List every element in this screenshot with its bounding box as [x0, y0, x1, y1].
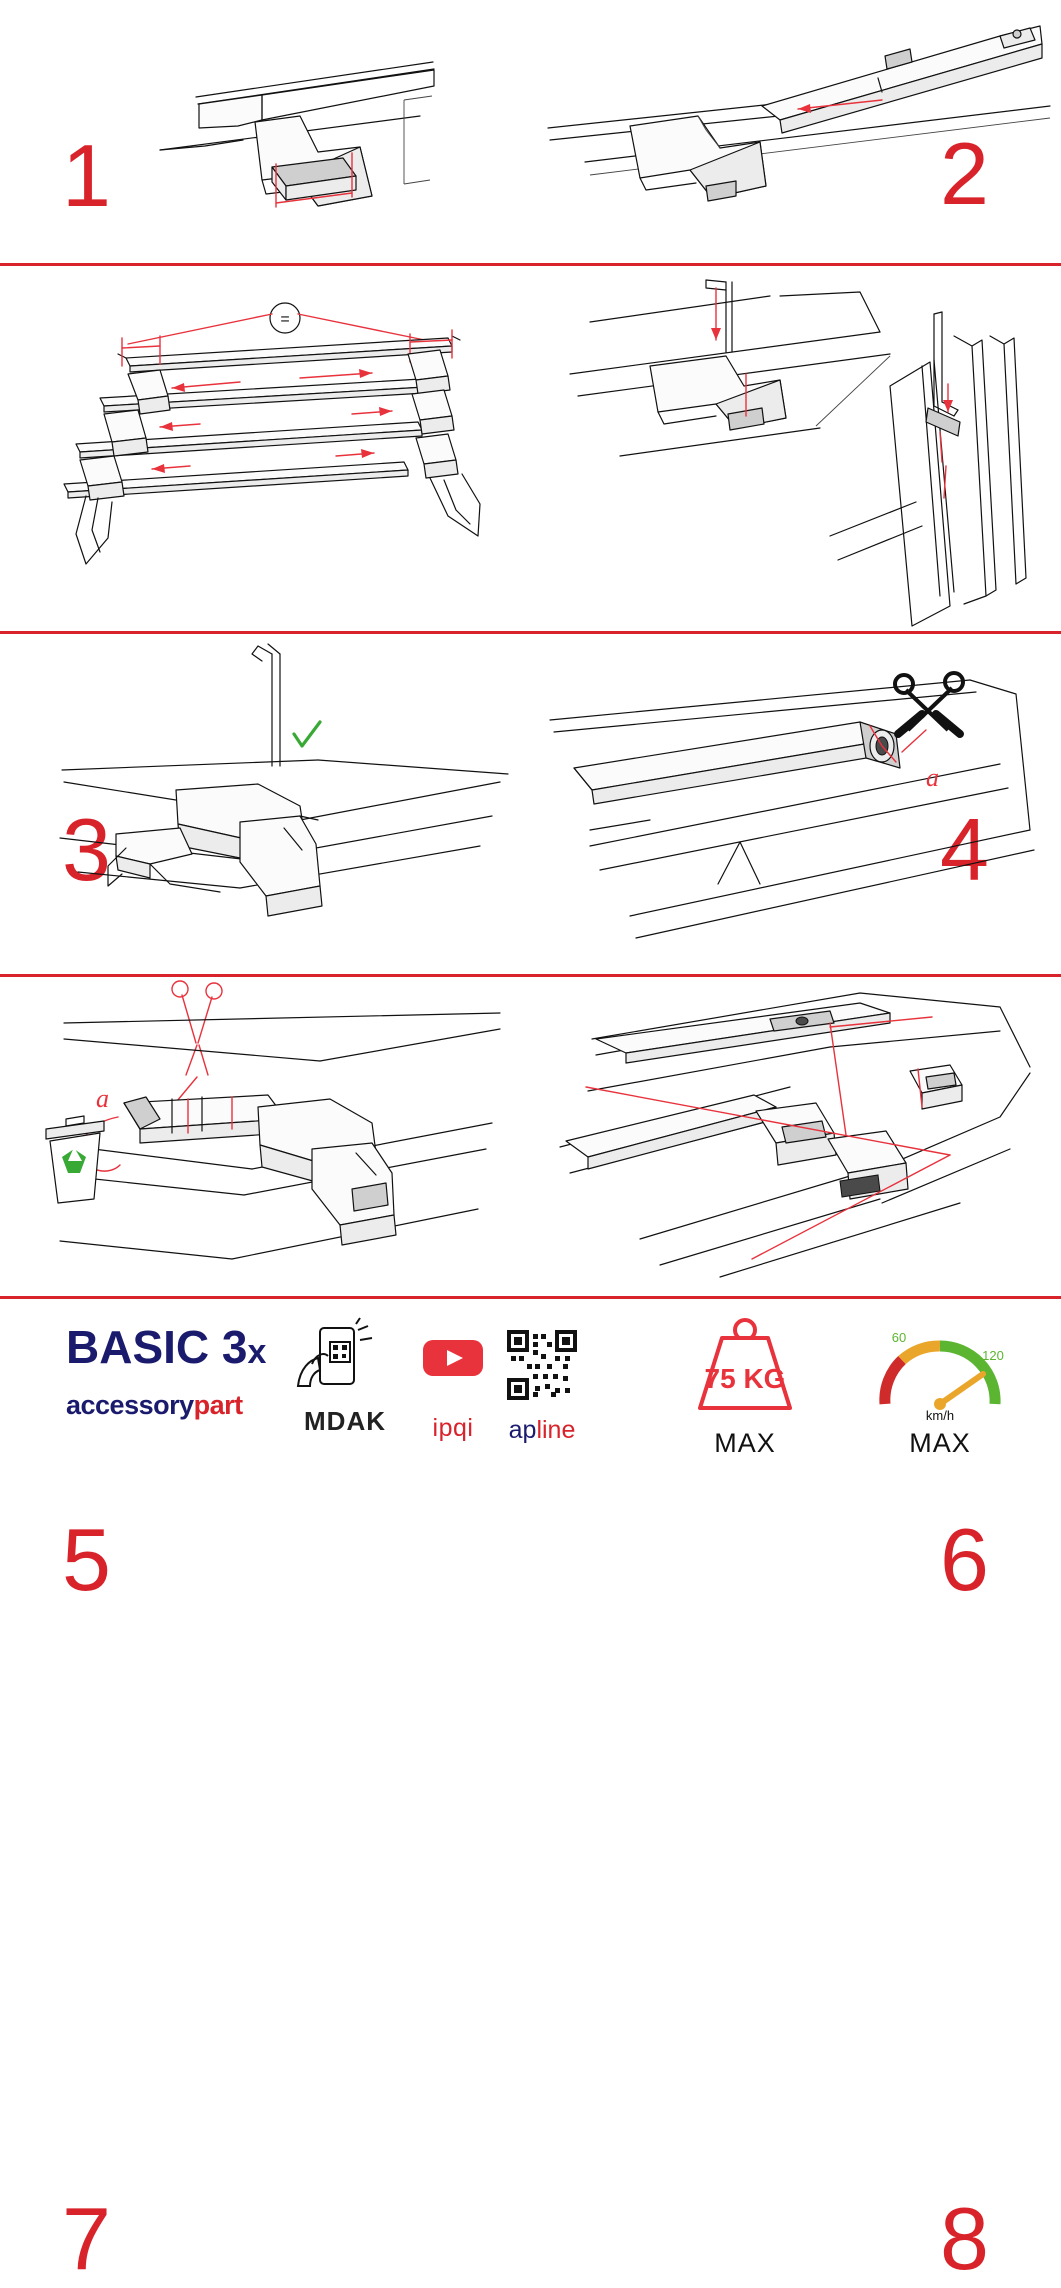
step-number-6: 6 — [940, 1510, 987, 1609]
footer — [0, 1296, 1061, 1500]
illustration-step-2 — [530, 0, 1061, 263]
apline-label-1: ap — [508, 1416, 537, 1444]
speed-unit: km/h — [925, 1408, 955, 1423]
product-name-suffix: x — [247, 1333, 267, 1371]
hand-phone-qr-icon — [290, 1324, 400, 1398]
max-load-block — [660, 1310, 830, 1459]
step-number-1: 1 — [62, 126, 109, 225]
product-name-text: BASIC 3 — [66, 1321, 248, 1373]
illustration-step-3 — [0, 266, 530, 631]
illustration-step-5 — [0, 634, 530, 974]
logo-mdak-label — [290, 1406, 400, 1437]
step-number-2: 2 — [940, 124, 987, 223]
youtube-icon — [422, 1336, 484, 1380]
product-name — [66, 1321, 296, 1373]
logo-mdak — [290, 1324, 400, 1437]
check-icon — [294, 722, 320, 746]
mdak-label-2: A — [346, 1406, 367, 1436]
gauge-label-min: 60 — [891, 1330, 907, 1345]
step-number-4: 4 — [940, 800, 987, 899]
weight-icon — [660, 1310, 830, 1422]
step-number-8: 8 — [940, 2189, 987, 2288]
max-speed-caption: MAX — [909, 1428, 971, 1458]
svg-text:=: = — [280, 311, 290, 328]
logo-apline-label — [482, 1416, 602, 1445]
panel-step-3 — [0, 266, 530, 899]
panel-step-1 — [0, 0, 530, 263]
label-a-step7: a — [96, 1084, 109, 1113]
gauge-label-max: 120 — [982, 1348, 1004, 1363]
illustration-step-6 — [530, 634, 1061, 974]
panel-step-4 — [530, 266, 1061, 899]
apline-label-2: line — [536, 1416, 576, 1444]
illustration-step-8 — [530, 977, 1061, 1296]
speedometer-icon — [855, 1312, 1025, 1424]
illustration-step-7 — [0, 977, 530, 1296]
mdak-label-3: K — [366, 1406, 386, 1436]
brand-block — [66, 1321, 296, 1420]
step-number-3: 3 — [62, 800, 109, 899]
logo-ipqi-label: ipqi — [432, 1414, 474, 1442]
company-name-main: accessory — [66, 1390, 194, 1420]
illustration-step-1 — [0, 0, 530, 263]
trash-bin-icon — [46, 1116, 104, 1203]
mdak-label-1: MD — [304, 1406, 347, 1436]
step-number-5: 5 — [62, 1510, 109, 1609]
illustration-step-4 — [530, 266, 1061, 631]
qr-code-icon — [507, 1330, 577, 1400]
label-a-step6: a — [926, 763, 939, 792]
scissors-icon-red — [172, 981, 222, 1075]
logo-apline — [482, 1330, 602, 1445]
max-load-caption: MAX — [714, 1428, 776, 1458]
panel-step-2 — [530, 0, 1061, 263]
max-load-value: 75 KG — [704, 1363, 786, 1394]
company-name — [66, 1392, 296, 1419]
step-number-7: 7 — [62, 2189, 109, 2288]
company-name-accent: part — [193, 1390, 243, 1420]
max-speed-block — [855, 1312, 1025, 1459]
